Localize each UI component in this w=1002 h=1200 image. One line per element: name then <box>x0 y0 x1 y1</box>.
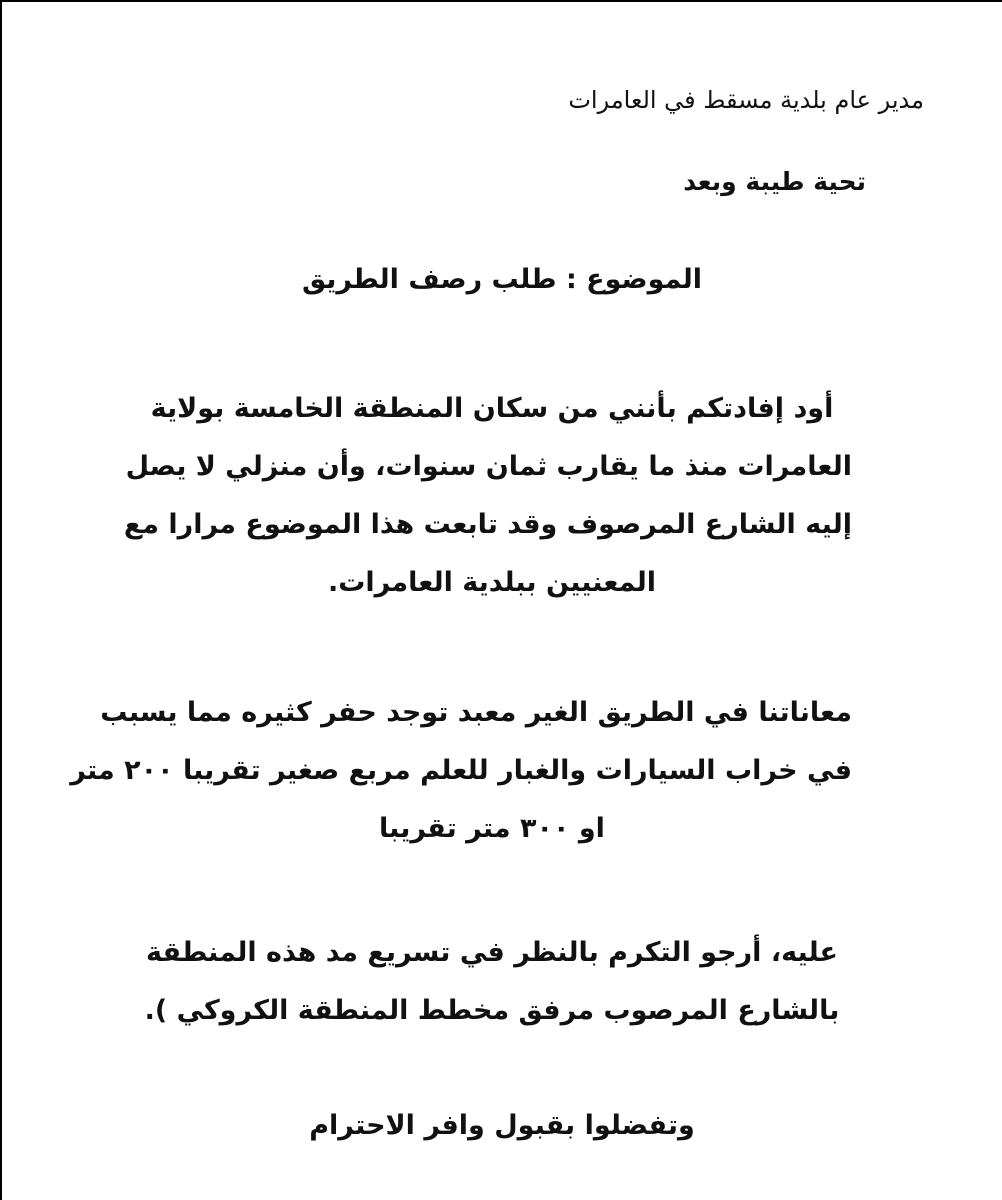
paragraph-line: بالشارع المرصوب مرفق مخطط المنطقة الكروكي ). <box>144 995 840 1026</box>
closing-line: وتفضلوا بقبول وافر الاحترام <box>309 1110 695 1141</box>
paragraph-line: عليه، أرجو التكرم بالنظر في تسريع مد هذه المنطقة <box>146 937 838 968</box>
paragraph-line: أود إفادتكم بأنني من سكان المنطقة الخامسة بولاية <box>150 393 834 424</box>
paragraph-line: في خراب السيارات والغبار للعلم مربع صغير تقريبا ٢٠٠ متر <box>70 755 852 786</box>
paragraph-intro <box>123 380 852 612</box>
paragraph-request <box>132 924 852 1040</box>
paragraph-problem <box>70 684 852 858</box>
paragraph-line: المعنيين ببلدية العامرات. <box>327 567 657 598</box>
greeting-line: تحية طيبة وبعد <box>683 167 866 196</box>
subject-line: الموضوع : طلب رصف الطريق <box>301 264 703 295</box>
paragraph-line: إليه الشارع المرصوف وقد تابعت هذا الموضوع مرارا مع <box>123 509 852 540</box>
paragraph-line: العامرات منذ ما يقارب ثمان سنوات، وأن منزلي لا يصل <box>125 451 852 482</box>
paragraph-line: معاناتنا في الطريق الغير معبد توجد حفر كثيره مما يسبب <box>100 697 852 728</box>
recipient-line: مدير عام بلدية مسقط في العامرات <box>568 86 924 114</box>
paragraph-line: او ٣٠٠ متر تقريبا <box>379 813 605 844</box>
